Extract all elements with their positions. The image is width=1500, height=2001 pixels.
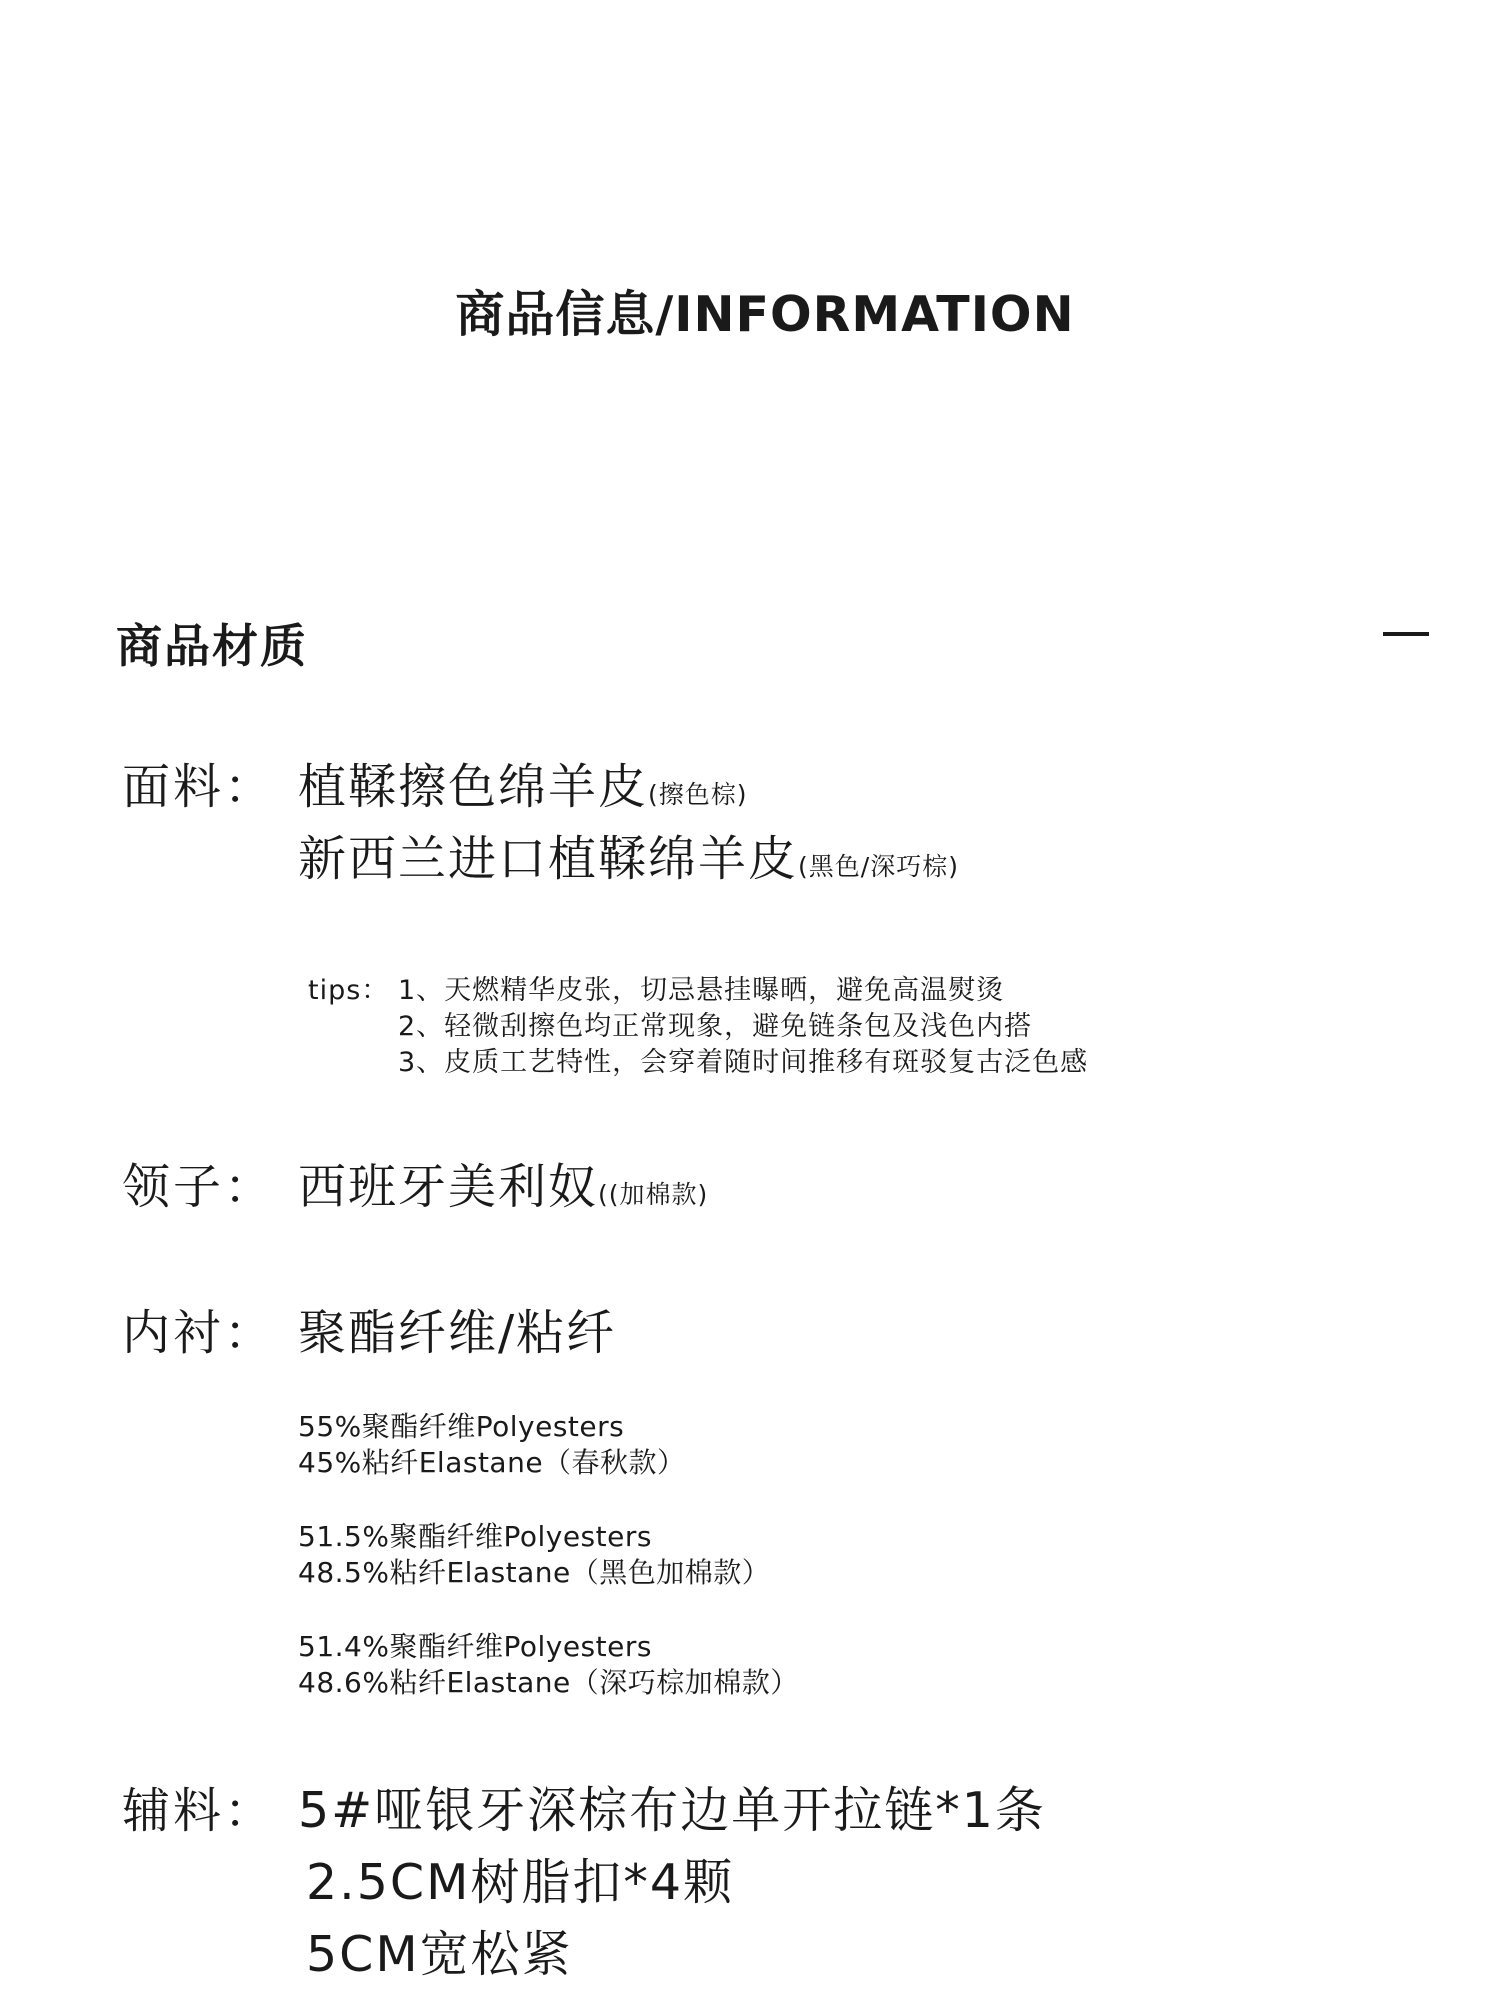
fabric-line-1-text: 植鞣擦色绵羊皮: [298, 759, 649, 815]
lining-composition-line: 48.6%粘纤Elastane（深巧棕加棉款）: [298, 1666, 799, 1699]
fabric-line-1-note: (擦色棕): [648, 780, 748, 809]
accessory-item: 5#哑银牙深棕布边单开拉链*1条: [298, 1782, 1046, 1839]
lining-composition-line: 51.5%聚酯纤维Polyesters: [298, 1520, 652, 1553]
lining-composition-line: 55%聚酯纤维Polyesters: [298, 1410, 625, 1443]
tip-item: 2、轻微刮擦色均正常现象，避免链条包及浅色内搭: [398, 1011, 1033, 1042]
fabric-line-1: [298, 748, 748, 817]
collar-note: ((加棉款): [598, 1180, 709, 1209]
lining-value: 聚酯纤维/粘纤: [298, 1305, 617, 1361]
collar-label: 领子：: [122, 1159, 276, 1215]
tips-label: tips：: [308, 975, 390, 1006]
lining-composition-line: 51.4%聚酯纤维Polyesters: [298, 1630, 652, 1663]
collar-value-text: 西班牙美利奴: [298, 1159, 599, 1215]
fabric-label: 面料：: [122, 759, 276, 815]
lining-label: 内衬：: [122, 1305, 276, 1361]
fabric-line-2-note: (黑色/深巧棕): [798, 852, 959, 881]
accessory-item: 5CM宽松紧: [306, 1926, 573, 1983]
fabric-line-2: [298, 820, 959, 889]
collapse-icon[interactable]: [1383, 632, 1429, 636]
tip-item: 3、皮质工艺特性，会穿着随时间推移有斑驳复古泛色感: [398, 1047, 1089, 1078]
fabric-line-2-text: 新西兰进口植鞣绵羊皮: [298, 831, 799, 887]
lining-composition-line: 45%粘纤Elastane（春秋款）: [298, 1446, 686, 1479]
lining-composition-line: 48.5%粘纤Elastane（黑色加棉款）: [298, 1556, 771, 1589]
section-title: 商品材质: [116, 619, 308, 673]
page-title: 商品信息/INFORMATION: [455, 286, 1075, 343]
collar-value: [298, 1148, 708, 1217]
accessories-label: 辅料：: [122, 1783, 276, 1839]
accessory-item: 2.5CM树脂扣*4颗: [306, 1854, 735, 1911]
tip-item: 1、天燃精华皮张，切忌悬挂曝晒，避免高温熨烫: [398, 975, 1005, 1006]
